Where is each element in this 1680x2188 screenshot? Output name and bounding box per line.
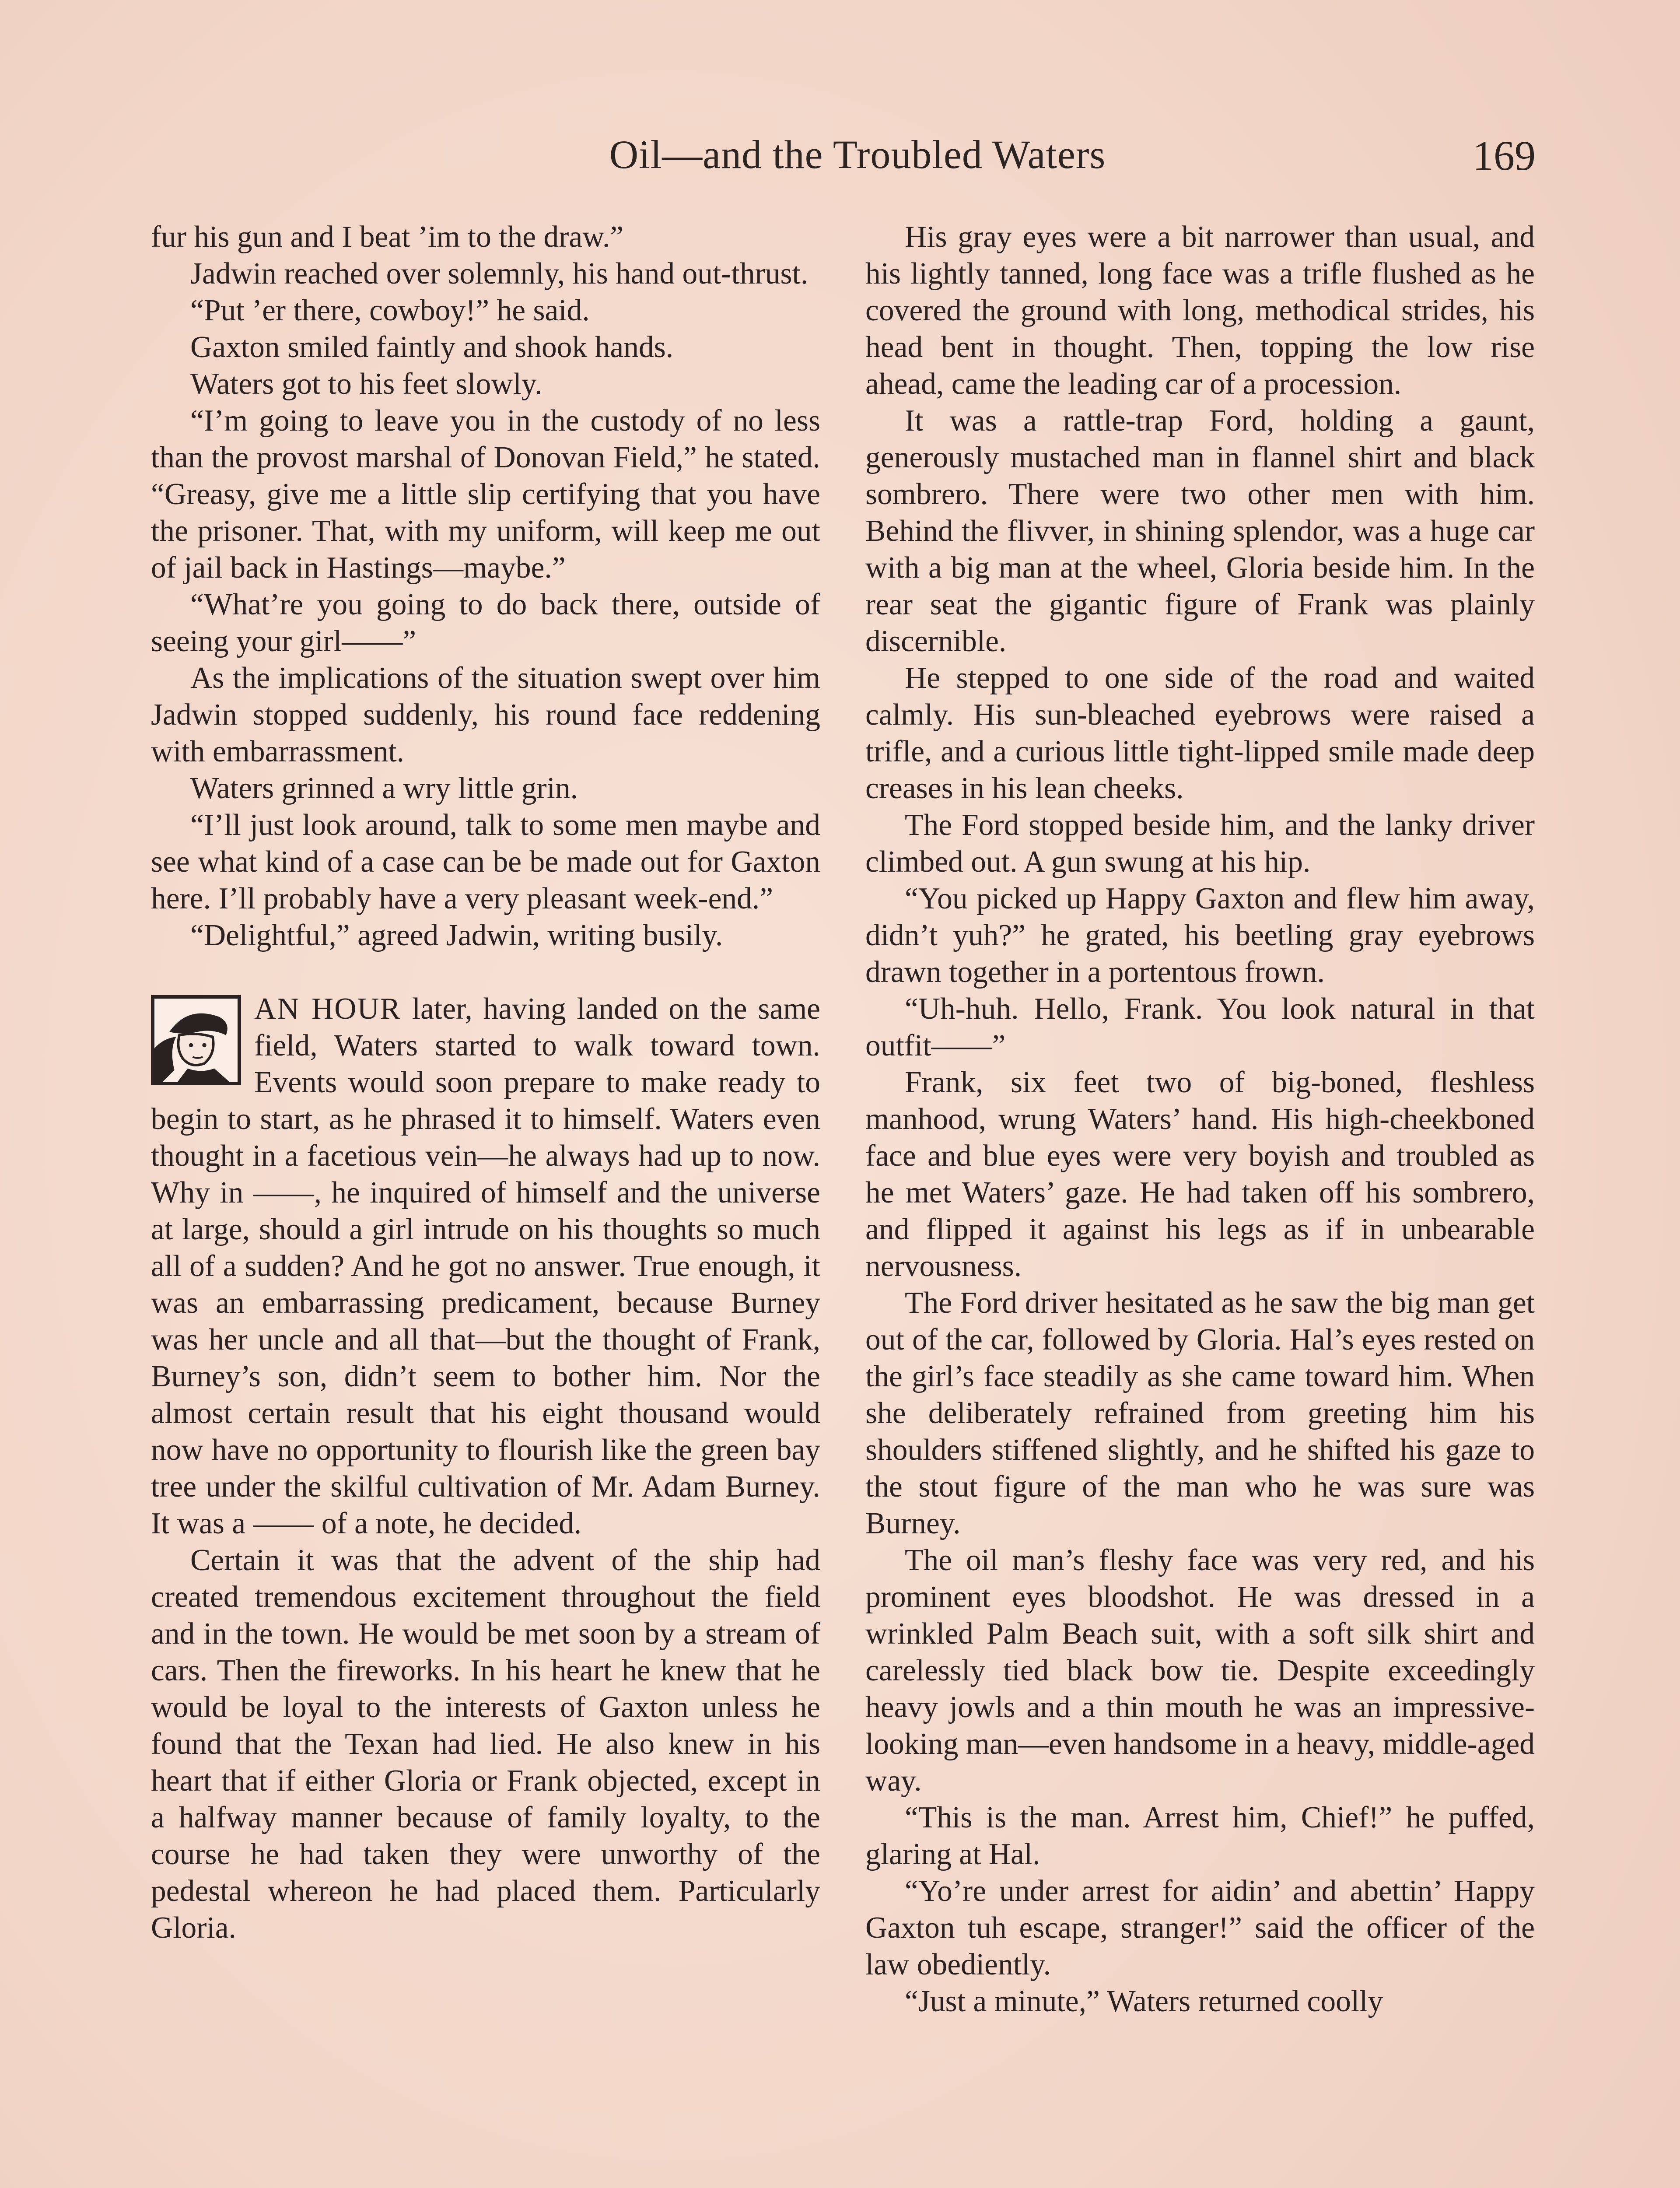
portrait-vignette-icon (151, 995, 241, 1085)
paragraph: “Delightful,” agreed Jadwin, writing busily. (190, 919, 723, 952)
right-column (865, 219, 1535, 2020)
paragraph: “I’m going to leave you in the custody of no less than the provost marshal of Donovan Field,” he stated. “Greasy, give me a little slip certifying that you have the prisoner. That, with my uniform, will keep me out of jail back in Hastings—maybe.” (151, 404, 820, 585)
running-title: Oil—and the Troubled Waters (609, 132, 1106, 177)
section-lead-in: AN HOUR (254, 992, 402, 1026)
paragraph: “Put ’er there, cowboy!” he said. (190, 294, 590, 327)
section-break (151, 954, 820, 991)
paragraph: “I’ll just look around, talk to some men maybe and see what kind of a case can be be made out for Gaxton here. I’ll probably have a very pleasant week-end.” (151, 808, 820, 915)
page-number: 169 (1473, 132, 1536, 179)
left-column (151, 219, 820, 1946)
paragraph: Waters grinned a wry little grin. (190, 771, 578, 805)
paragraph: “This is the man. Arrest him, Chief!” he puffed, glaring at Hal. (865, 1801, 1535, 1871)
paragraph: As the implications of the situation swept over him Jadwin stopped suddenly, his round face reddening with embarrassment. (151, 661, 820, 768)
paragraph: “You picked up Happy Gaxton and flew him away, didn’t yuh?” he grated, his beetling gray eyebrows drawn together in a portentous frown. (865, 882, 1535, 989)
paragraph: Frank, six feet two of big-boned, fleshless manhood, wrung Waters’ hand. His high-cheekboned face and blue eyes were very boyish and troubled as he met Waters’ gaze. He had taken off his sombrero, and flipped it against his legs as if in unbearable nervousness. (865, 1066, 1535, 1283)
paragraph: Jadwin reached over solemnly, his hand out-thrust. (190, 257, 808, 291)
paragraph: The oil man’s fleshy face was very red, and his prominent eyes bloodshot. He was dressed in a wrinkled Palm Beach suit, with a soft silk shirt and carelessly tied black bow tie. Despite exceedingly heavy jowls and a thin mouth he was an impressive-looking man—even handsome in a heavy, middle-aged way. (865, 1543, 1535, 1798)
paragraph: “Yo’re under arrest for aidin’ and abettin’ Happy Gaxton tuh escape, stranger!” said the officer of the law obediently. (865, 1874, 1535, 1981)
paragraph: Waters got to his feet slowly. (190, 367, 542, 401)
paragraph: “What’re you going to do back there, outside of seeing your girl——” (151, 588, 820, 658)
section-opening-paragraph (151, 991, 820, 1542)
paragraph: It was a rattle-trap Ford, holding a gaunt, generously mustached man in flannel shirt and black sombrero. There were two other men with him. Behind the flivver, in shining splendor, was a huge car with a big man at the wheel, Gloria beside him. In the rear seat the gigantic figure of Frank was plainly discernible. (865, 404, 1535, 658)
paragraph: fur his gun and I beat ’im to the draw.” (151, 220, 624, 254)
paragraph: The Ford stopped beside him, and the lanky driver climbed out. A gun swung at his hip. (865, 808, 1535, 879)
paragraph: His gray eyes were a bit narrower than usual, and his lightly tanned, long face was a trifle flushed as he covered the ground with long, methodical strides, his head bent in thought. Then, topping the low rise ahead, came the leading car of a procession. (865, 220, 1535, 401)
paragraph: Gaxton smiled faintly and shook hands. (190, 330, 674, 364)
paragraph: “Just a minute,” Waters returned coolly (905, 1985, 1383, 2018)
paragraph: Certain it was that the advent of the ship had created tremendous excitement throughout the field and in the town. He would be met soon by a stream of cars. Then the fireworks. In his heart he knew that he would be loyal to the interests of Gaxton unless he found that the Texan had lied. He also knew in his heart that if either Gloria or Frank objected, except in a halfway manner because of family loyalty, to the course he had taken they were unworthy of the pedestal whereon he had placed them. Particularly Gloria. (151, 1543, 820, 1945)
paragraph: He stepped to one side of the road and waited calmly. His sun-bleached eyebrows were raised a trifle, and a curious little tight-lipped smile made deep creases in his lean cheeks. (865, 661, 1535, 805)
paragraph: The Ford driver hesitated as he saw the big man get out of the car, followed by Gloria. Hal’s eyes rested on the girl’s face steadily as she came toward him. When she deliberately refrained from greeting him his shoulders stiffened slightly, and he shifted his gaze to the stout figure of the man who he was sure was Burney. (865, 1286, 1535, 1540)
paragraph-text: later, having landed on the same field, Waters started to walk toward town. Events would soon prepare to make ready to begin to start, as he phrased it to himself. Waters even thought in a facetious vein—he always had up to now. Why in ——, he inquired of himself and the universe at large, should a girl intrude on his thoughts so much all of a sudden? And he got no answer. True enough, it was an embarrassing predicament, because Burney was her uncle and all that—but the thought of Frank, Burney’s son, didn’t seem to bother him. Nor the almost certain result that his eight thousand would now have no opportunity to flourish like the green bay tree under the skilful cultivation of Mr. Adam Burney. It was a —— of a note, he decided. (151, 992, 820, 1540)
paragraph: “Uh-huh. Hello, Frank. You look natural in that outfit——” (865, 992, 1535, 1062)
